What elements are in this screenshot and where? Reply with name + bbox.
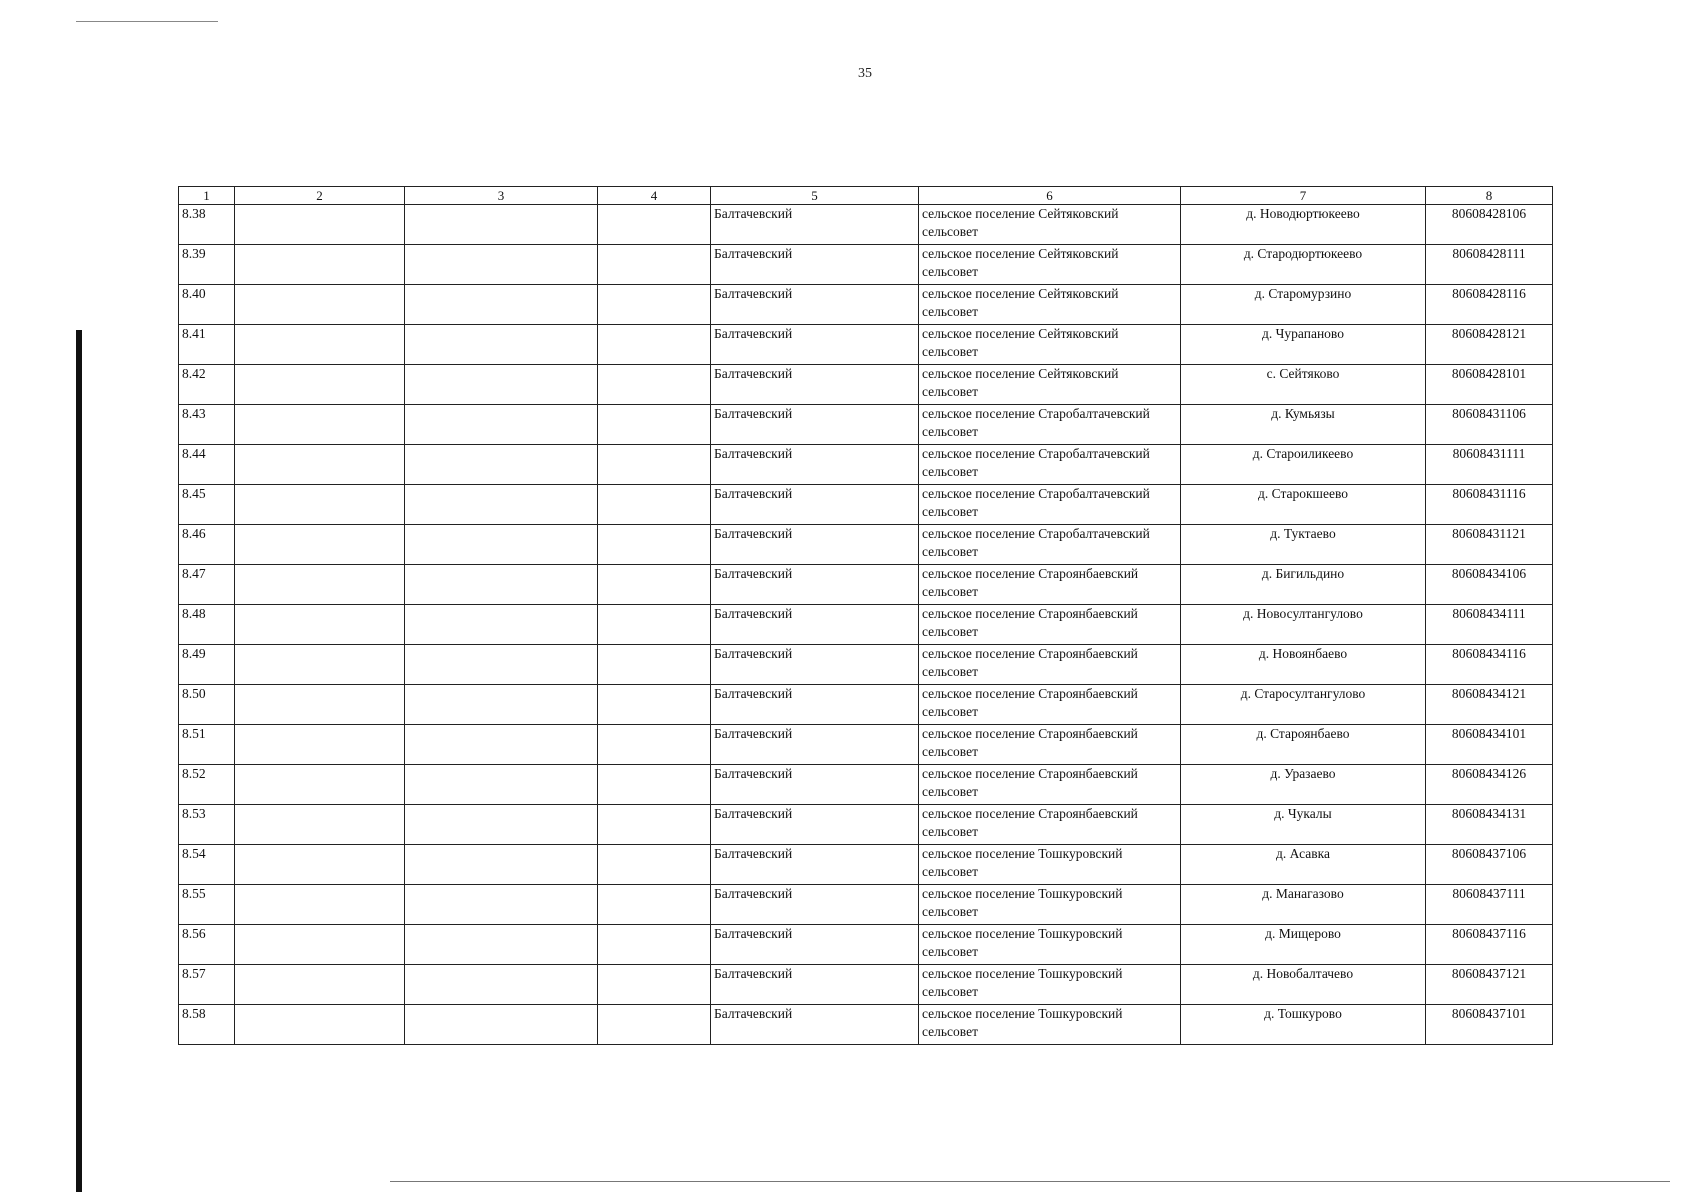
locality-cell: д. Тошкурово [1181, 1005, 1426, 1045]
district-cell: Балтачевский [711, 885, 919, 925]
row-number-cell: 8.43 [179, 405, 235, 445]
empty-cell-col2 [235, 205, 405, 245]
settlement-cell: сельское поселение Сейтяковский сельсовет [919, 365, 1181, 405]
locality-cell: д. Староиликеево [1181, 445, 1426, 485]
scan-bottom-line [390, 1181, 1670, 1182]
table-row [179, 205, 1553, 245]
district-cell: Балтачевский [711, 765, 919, 805]
empty-cell-col2 [235, 365, 405, 405]
locality-cell: д. Чукалы [1181, 805, 1426, 845]
row-number-cell: 8.53 [179, 805, 235, 845]
empty-cell-col2 [235, 765, 405, 805]
empty-cell-col2 [235, 565, 405, 605]
locality-cell: д. Старосултангулово [1181, 685, 1426, 725]
locality-cell: д. Стародюртюкеево [1181, 245, 1426, 285]
settlement-cell: сельское поселение Староянбаевский сельсовет [919, 645, 1181, 685]
empty-cell-col2 [235, 645, 405, 685]
district-cell: Балтачевский [711, 485, 919, 525]
district-cell: Балтачевский [711, 645, 919, 685]
row-number-cell: 8.58 [179, 1005, 235, 1045]
empty-cell-col3 [405, 405, 598, 445]
column-header-1: 1 [179, 187, 235, 205]
empty-cell-col4 [598, 565, 711, 605]
column-header-6: 6 [919, 187, 1181, 205]
settlement-cell: сельское поселение Староянбаевский сельсовет [919, 605, 1181, 645]
district-cell: Балтачевский [711, 805, 919, 845]
empty-cell-col4 [598, 845, 711, 885]
row-number-cell: 8.55 [179, 885, 235, 925]
empty-cell-col4 [598, 925, 711, 965]
row-number-cell: 8.57 [179, 965, 235, 1005]
code-cell: 80608428121 [1426, 325, 1553, 365]
empty-cell-col4 [598, 525, 711, 565]
code-cell: 80608437101 [1426, 1005, 1553, 1045]
table-row [179, 445, 1553, 485]
empty-cell-col3 [405, 365, 598, 405]
empty-cell-col4 [598, 645, 711, 685]
district-cell: Балтачевский [711, 605, 919, 645]
column-header-5: 5 [711, 187, 919, 205]
district-cell: Балтачевский [711, 685, 919, 725]
empty-cell-col2 [235, 245, 405, 285]
empty-cell-col3 [405, 885, 598, 925]
table-row [179, 525, 1553, 565]
code-cell: 80608437116 [1426, 925, 1553, 965]
district-cell: Балтачевский [711, 245, 919, 285]
code-cell: 80608431111 [1426, 445, 1553, 485]
locality-cell: д. Туктаево [1181, 525, 1426, 565]
code-cell: 80608428101 [1426, 365, 1553, 405]
code-cell: 80608431121 [1426, 525, 1553, 565]
code-cell: 80608434101 [1426, 725, 1553, 765]
empty-cell-col4 [598, 325, 711, 365]
empty-cell-col2 [235, 885, 405, 925]
empty-cell-col4 [598, 365, 711, 405]
code-cell: 80608434126 [1426, 765, 1553, 805]
row-number-cell: 8.46 [179, 525, 235, 565]
table-row [179, 565, 1553, 605]
settlement-cell: сельское поселение Старобалтачевский сельсовет [919, 525, 1181, 565]
code-cell: 80608434121 [1426, 685, 1553, 725]
empty-cell-col4 [598, 205, 711, 245]
code-cell: 80608437106 [1426, 845, 1553, 885]
empty-cell-col3 [405, 605, 598, 645]
empty-cell-col3 [405, 245, 598, 285]
locality-cell: д. Старомурзино [1181, 285, 1426, 325]
scan-binding-edge [76, 330, 82, 1192]
code-cell: 80608428116 [1426, 285, 1553, 325]
empty-cell-col4 [598, 485, 711, 525]
page-number: 35 [858, 66, 872, 81]
empty-cell-col2 [235, 965, 405, 1005]
settlement-cell: сельское поселение Тошкуровский сельсовет [919, 965, 1181, 1005]
settlements-table [178, 186, 1553, 1045]
settlement-cell: сельское поселение Тошкуровский сельсовет [919, 845, 1181, 885]
locality-cell: д. Новоянбаево [1181, 645, 1426, 685]
code-cell: 80608428106 [1426, 205, 1553, 245]
empty-cell-col2 [235, 405, 405, 445]
empty-cell-col3 [405, 925, 598, 965]
empty-cell-col3 [405, 285, 598, 325]
empty-cell-col4 [598, 245, 711, 285]
empty-cell-col2 [235, 1005, 405, 1045]
code-cell: 80608434111 [1426, 605, 1553, 645]
settlement-cell: сельское поселение Тошкуровский сельсовет [919, 885, 1181, 925]
empty-cell-col2 [235, 925, 405, 965]
table-row [179, 765, 1553, 805]
empty-cell-col2 [235, 525, 405, 565]
table-row [179, 965, 1553, 1005]
settlement-cell: сельское поселение Сейтяковский сельсовет [919, 245, 1181, 285]
district-cell: Балтачевский [711, 565, 919, 605]
settlement-cell: сельское поселение Тошкуровский сельсовет [919, 925, 1181, 965]
locality-cell: д. Старокшеево [1181, 485, 1426, 525]
table-row [179, 685, 1553, 725]
empty-cell-col3 [405, 485, 598, 525]
empty-cell-col3 [405, 845, 598, 885]
district-cell: Балтачевский [711, 845, 919, 885]
column-header-7: 7 [1181, 187, 1426, 205]
row-number-cell: 8.49 [179, 645, 235, 685]
empty-cell-col3 [405, 565, 598, 605]
settlement-cell: сельское поселение Сейтяковский сельсовет [919, 205, 1181, 245]
column-header-3: 3 [405, 187, 598, 205]
row-number-cell: 8.45 [179, 485, 235, 525]
empty-cell-col4 [598, 605, 711, 645]
locality-cell: д. Новосултангулово [1181, 605, 1426, 645]
table-row [179, 405, 1553, 445]
locality-cell: д. Новобалтачево [1181, 965, 1426, 1005]
empty-cell-col4 [598, 805, 711, 845]
empty-cell-col4 [598, 445, 711, 485]
row-number-cell: 8.52 [179, 765, 235, 805]
empty-cell-col2 [235, 725, 405, 765]
row-number-cell: 8.44 [179, 445, 235, 485]
code-cell: 80608437121 [1426, 965, 1553, 1005]
empty-cell-col3 [405, 205, 598, 245]
empty-cell-col2 [235, 805, 405, 845]
settlement-cell: сельское поселение Старобалтачевский сельсовет [919, 485, 1181, 525]
empty-cell-col2 [235, 605, 405, 645]
district-cell: Балтачевский [711, 1005, 919, 1045]
locality-cell: д. Староянбаево [1181, 725, 1426, 765]
table-header-row [179, 187, 1553, 205]
empty-cell-col2 [235, 445, 405, 485]
table-row [179, 845, 1553, 885]
settlement-cell: сельское поселение Старобалтачевский сельсовет [919, 445, 1181, 485]
row-number-cell: 8.47 [179, 565, 235, 605]
locality-cell: д. Уразаево [1181, 765, 1426, 805]
settlement-cell: сельское поселение Старобалтачевский сельсовет [919, 405, 1181, 445]
empty-cell-col4 [598, 1005, 711, 1045]
row-number-cell: 8.54 [179, 845, 235, 885]
empty-cell-col3 [405, 645, 598, 685]
settlement-cell: сельское поселение Сейтяковский сельсовет [919, 325, 1181, 365]
row-number-cell: 8.51 [179, 725, 235, 765]
empty-cell-col4 [598, 965, 711, 1005]
settlement-cell: сельское поселение Староянбаевский сельсовет [919, 805, 1181, 845]
locality-cell: с. Сейтяково [1181, 365, 1426, 405]
code-cell: 80608437111 [1426, 885, 1553, 925]
table-row [179, 245, 1553, 285]
settlement-cell: сельское поселение Староянбаевский сельсовет [919, 725, 1181, 765]
table-row [179, 805, 1553, 845]
empty-cell-col4 [598, 685, 711, 725]
table-row [179, 285, 1553, 325]
column-header-8: 8 [1426, 187, 1553, 205]
table-row [179, 725, 1553, 765]
table-row [179, 925, 1553, 965]
empty-cell-col3 [405, 1005, 598, 1045]
table-row [179, 325, 1553, 365]
empty-cell-col2 [235, 285, 405, 325]
scan-artifact-line [76, 21, 218, 22]
district-cell: Балтачевский [711, 965, 919, 1005]
code-cell: 80608431106 [1426, 405, 1553, 445]
empty-cell-col3 [405, 765, 598, 805]
district-cell: Балтачевский [711, 325, 919, 365]
empty-cell-col3 [405, 685, 598, 725]
row-number-cell: 8.40 [179, 285, 235, 325]
column-header-4: 4 [598, 187, 711, 205]
empty-cell-col3 [405, 445, 598, 485]
row-number-cell: 8.48 [179, 605, 235, 645]
settlement-cell: сельское поселение Старoянбаевский сельсовет [919, 565, 1181, 605]
table-row [179, 645, 1553, 685]
code-cell: 80608434116 [1426, 645, 1553, 685]
empty-cell-col3 [405, 525, 598, 565]
table-row [179, 485, 1553, 525]
row-number-cell: 8.41 [179, 325, 235, 365]
table-row [179, 1005, 1553, 1045]
district-cell: Балтачевский [711, 365, 919, 405]
table-body [179, 205, 1553, 1045]
empty-cell-col3 [405, 805, 598, 845]
settlement-cell: сельское поселение Тошкуровский сельсовет [919, 1005, 1181, 1045]
empty-cell-col3 [405, 325, 598, 365]
locality-cell: д. Манагазово [1181, 885, 1426, 925]
empty-cell-col3 [405, 725, 598, 765]
empty-cell-col4 [598, 725, 711, 765]
district-cell: Балтачевский [711, 405, 919, 445]
code-cell: 80608434131 [1426, 805, 1553, 845]
empty-cell-col2 [235, 485, 405, 525]
district-cell: Балтачевский [711, 525, 919, 565]
table-row [179, 885, 1553, 925]
table-row [179, 365, 1553, 405]
empty-cell-col4 [598, 885, 711, 925]
empty-cell-col2 [235, 685, 405, 725]
locality-cell: д. Новодюртюкеево [1181, 205, 1426, 245]
locality-cell: д. Чурапаново [1181, 325, 1426, 365]
settlement-cell: сельское поселение Староянбаевский сельсовет [919, 685, 1181, 725]
district-cell: Балтачевский [711, 285, 919, 325]
settlement-cell: сельское поселение Староянбаевский сельсовет [919, 765, 1181, 805]
row-number-cell: 8.50 [179, 685, 235, 725]
row-number-cell: 8.38 [179, 205, 235, 245]
empty-cell-col4 [598, 765, 711, 805]
district-cell: Балтачевский [711, 445, 919, 485]
empty-cell-col2 [235, 325, 405, 365]
locality-cell: д. Бигильдино [1181, 565, 1426, 605]
empty-cell-col4 [598, 405, 711, 445]
district-cell: Балтачевский [711, 725, 919, 765]
column-header-2: 2 [235, 187, 405, 205]
district-cell: Балтачевский [711, 205, 919, 245]
code-cell: 80608431116 [1426, 485, 1553, 525]
empty-cell-col2 [235, 845, 405, 885]
locality-cell: д. Кумьязы [1181, 405, 1426, 445]
locality-cell: д. Мищерово [1181, 925, 1426, 965]
district-cell: Балтачевский [711, 925, 919, 965]
empty-cell-col4 [598, 285, 711, 325]
row-number-cell: 8.39 [179, 245, 235, 285]
row-number-cell: 8.42 [179, 365, 235, 405]
row-number-cell: 8.56 [179, 925, 235, 965]
table-row [179, 605, 1553, 645]
code-cell: 80608428111 [1426, 245, 1553, 285]
empty-cell-col3 [405, 965, 598, 1005]
settlement-cell: сельское поселение Сейтяковский сельсовет [919, 285, 1181, 325]
locality-cell: д. Асавка [1181, 845, 1426, 885]
code-cell: 80608434106 [1426, 565, 1553, 605]
